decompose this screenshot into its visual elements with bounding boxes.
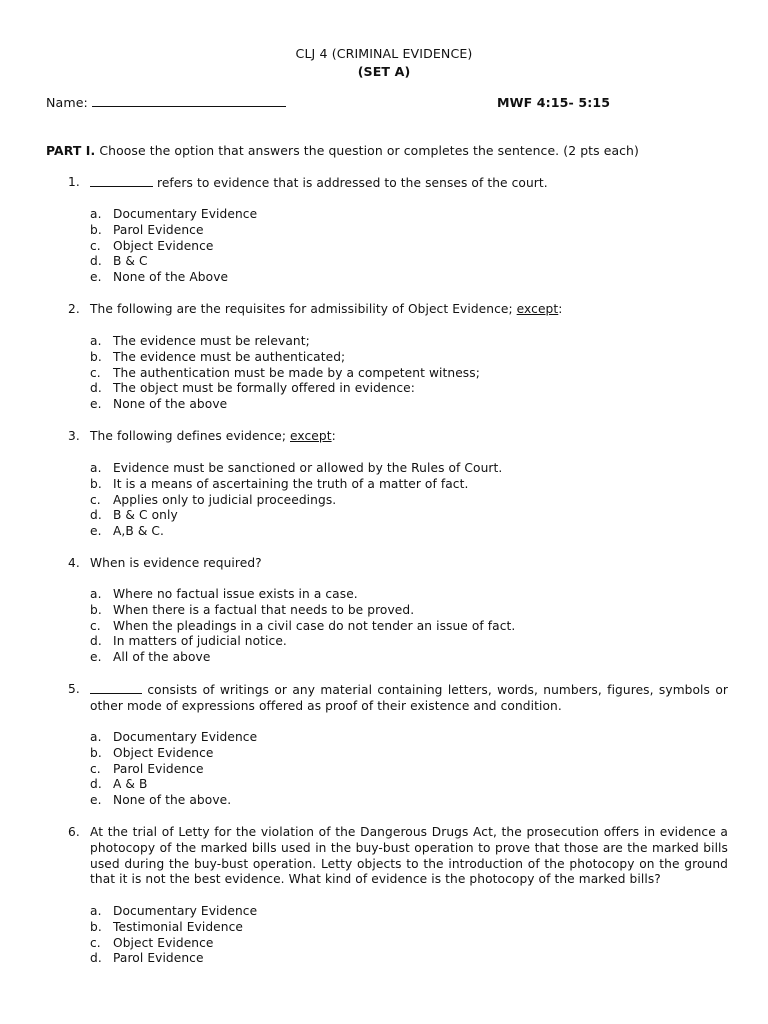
option-text: Parol Evidence (113, 222, 204, 237)
option-text: None of the above (113, 397, 228, 412)
option-letter: d. (90, 951, 102, 966)
option-text: Parol Evidence (113, 761, 204, 776)
option-letter: c. (90, 618, 101, 633)
option-letter: a. (90, 904, 102, 918)
option-letter: a. (90, 461, 102, 475)
question-1 (68, 175, 728, 192)
name-blank-line (92, 95, 286, 107)
question-tail: : (331, 429, 336, 443)
option-text: Object Evidence (113, 935, 214, 950)
answer-blank (90, 682, 142, 694)
option-letter: e. (90, 397, 102, 412)
option-letter: b. (90, 222, 102, 237)
option-text: None of the Above (113, 270, 229, 285)
option-letter: e. (90, 270, 102, 285)
option-text: B & C (113, 254, 148, 269)
option-letter: c. (90, 761, 101, 776)
option-letter: d. (90, 254, 102, 269)
question-text (90, 682, 728, 715)
option-letter: e. (90, 793, 102, 808)
question-6 (68, 825, 728, 888)
option-letter: b. (90, 745, 102, 760)
option-text: The evidence must be authenticated; (113, 349, 346, 364)
option-letter: c. (90, 238, 101, 253)
question-5 (68, 682, 728, 715)
question-text (90, 429, 728, 445)
option-letter: a. (90, 730, 102, 744)
option-text: B & C only (113, 508, 178, 523)
option-text: When the pleadings in a civil case do not tender an issue of fact. (113, 618, 516, 633)
option-text: Object Evidence (113, 238, 214, 253)
option-letter: c. (90, 935, 101, 950)
option-letter: a. (90, 334, 102, 348)
option-text: The evidence must be relevant; (113, 334, 310, 348)
option-text: Evidence must be sanctioned or allowed by the Rules of Court. (113, 461, 503, 475)
option-letter: b. (90, 476, 102, 491)
option-text: Where no factual issue exists in a case. (113, 587, 358, 601)
option-text: Documentary Evidence (113, 904, 258, 918)
question-number: 2. (68, 302, 80, 316)
question-number: 4. (68, 556, 80, 570)
question-number: 1. (68, 175, 80, 189)
option-text: Parol Evidence (113, 951, 204, 966)
option-letter: a. (90, 207, 102, 221)
option-text: Documentary Evidence (113, 730, 258, 744)
question-3 (68, 429, 728, 445)
option-text: A,B & C. (113, 524, 165, 539)
question-emphasis: except (290, 429, 332, 443)
option-letter: d. (90, 381, 102, 396)
question-text (90, 302, 728, 318)
option-text: Object Evidence (113, 745, 214, 760)
question-emphasis: except (516, 302, 559, 316)
option-letter: b. (90, 602, 102, 617)
class-schedule: MWF 4:15- 5:15 (497, 95, 611, 110)
option-text: All of the above (113, 650, 211, 665)
option-text: Documentary Evidence (113, 207, 258, 221)
option-text: When there is a factual that needs to be proved. (113, 602, 415, 617)
option-text: The authentication must be made by a competent witness; (113, 365, 480, 380)
exam-set: (SET A) (357, 64, 411, 79)
part-label: PART I. (46, 143, 96, 158)
part-heading (46, 143, 639, 158)
option-letter: a. (90, 587, 102, 601)
option-letter: d. (90, 777, 102, 792)
name-label: Name: (46, 95, 88, 110)
option-letter: c. (90, 365, 101, 380)
question-2 (68, 302, 728, 318)
option-text: Testimonial Evidence (113, 919, 244, 934)
question-number: 5. (68, 682, 80, 696)
question-text (90, 175, 728, 192)
part-instruction: Choose the option that answers the question or completes the sentence. (2 pts each) (99, 143, 639, 158)
option-text: It is a means of ascertaining the truth of a matter of fact. (113, 476, 469, 491)
question-4 (68, 556, 728, 572)
question-tail: : (558, 302, 563, 316)
option-letter: d. (90, 508, 102, 523)
option-letter: e. (90, 650, 102, 665)
option-text: A & B (113, 777, 148, 792)
option-text: Applies only to judicial proceedings. (113, 492, 337, 507)
question-text-body: consists of writings or any material containing letters, words, numbers, figures, symbols or other mode of expressions offered as proof of their existence and condition. (90, 683, 728, 713)
option-letter: c. (90, 492, 101, 507)
option-text: None of the above. (113, 793, 232, 808)
question-number: 6. (68, 825, 80, 839)
question-text-body: The following are the requisites for admissibility of Object Evidence; (90, 302, 517, 316)
question-text: When is evidence required? (90, 556, 262, 570)
option-text: In matters of judicial notice. (113, 634, 287, 649)
option-letter: b. (90, 349, 102, 364)
option-letter: d. (90, 634, 102, 649)
exam-title: CLJ 4 (CRIMINAL EVIDENCE) (295, 46, 473, 61)
question-text-body: The following defines evidence; (90, 429, 290, 443)
question-text-body: refers to evidence that is addressed to the senses of the court. (153, 176, 548, 190)
name-field-row (46, 95, 286, 110)
option-letter: b. (90, 919, 102, 934)
answer-blank (90, 175, 153, 187)
option-text: The object must be formally offered in evidence: (113, 381, 415, 396)
question-number: 3. (68, 429, 80, 443)
question-text: At the trial of Letty for the violation of the Dangerous Drugs Act, the prosecution offers in evidence a photocopy of the marked bills used in the buy-bust operation to prove that those are the marked bills used during the buy-bust operation. Letty objects to the introduction of the photocopy on the ground that it is not the best evidence. What kind of evidence is the photocopy of the marked bills? (90, 825, 728, 887)
option-letter: e. (90, 524, 102, 539)
